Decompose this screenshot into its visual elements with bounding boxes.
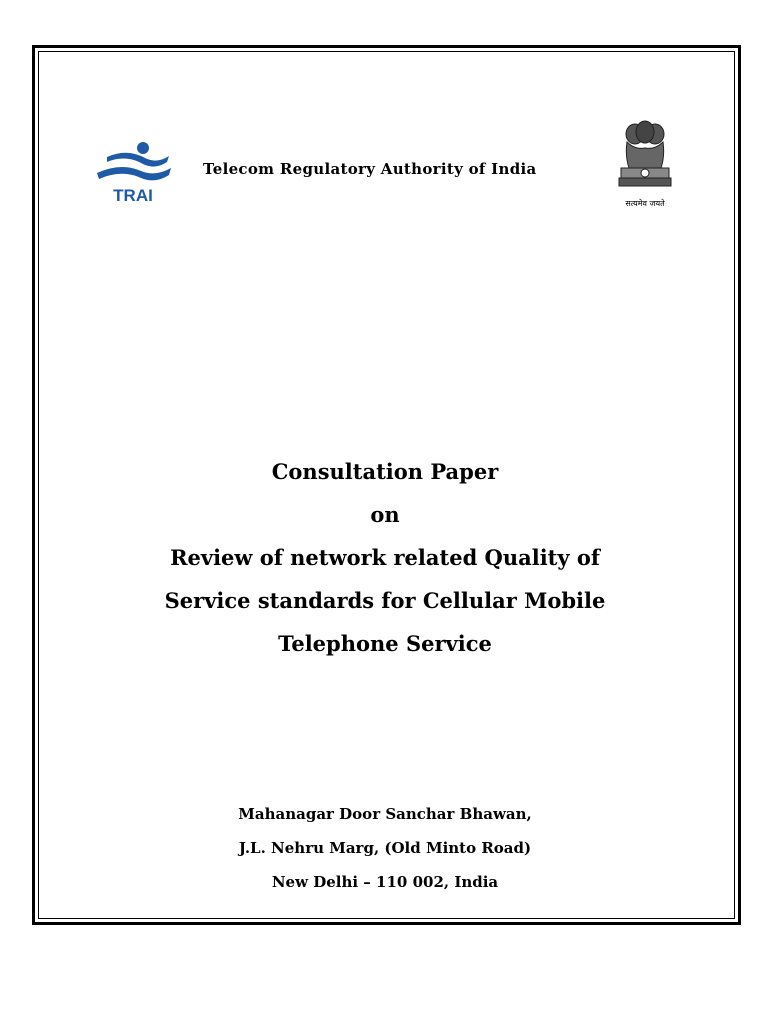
address-line-2: J.L. Nehru Marg, (Old Minto Road) xyxy=(238,839,532,857)
title-line-4: Service standards for Cellular Mobile xyxy=(164,588,606,613)
address-line-1: Mahanagar Door Sanchar Bhawan, xyxy=(238,805,532,823)
trai-logo xyxy=(93,140,175,204)
organization-name: Telecom Regulatory Authority of India xyxy=(203,160,537,178)
title-line-1: Consultation Paper xyxy=(271,459,499,484)
document-title xyxy=(60,450,710,665)
address-line-3: New Delhi – 110 002, India xyxy=(271,873,499,891)
address xyxy=(60,797,710,899)
title-line-5: Telephone Service xyxy=(278,631,492,656)
title-line-2: on xyxy=(370,502,400,527)
trai-logo-text: TRAI xyxy=(113,186,153,204)
emblem-motto: सत्यमेव जयते xyxy=(625,199,665,208)
title-line-3: Review of network related Quality of xyxy=(170,545,600,570)
state-emblem-icon xyxy=(613,120,677,212)
